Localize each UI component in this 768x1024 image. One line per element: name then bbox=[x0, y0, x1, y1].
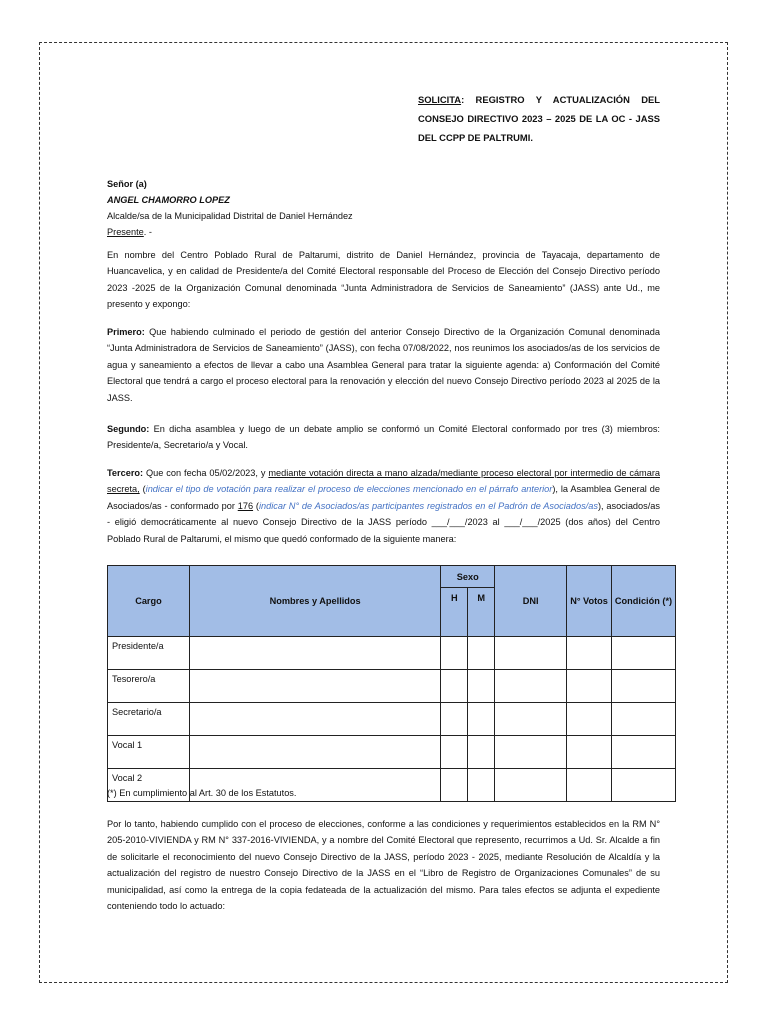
tercero-label: Tercero: bbox=[107, 468, 144, 478]
addressee-block bbox=[107, 176, 660, 240]
subject-label: SOLICITA bbox=[418, 94, 462, 105]
closing-paragraph: Por lo tanto, habiendo cumplido con el proceso de elecciones, conforme a las condiciones y requerimientos establecidos en la RM N° 205-2010-VIVIENDA y RM N° 337-2016-VIVIENDA, y a nombre del Comité Electoral que represento, recurrimos a Ud. Sr. Alcalde a fin de solicitarle el reconocimiento del nuevo Consejo Directivo de la JASS, período 2023 - 2025, mediante Resolución de Alcaldía y la actualización del registro de nuestro Consejo Directivo de la JASS en el “Libro de Registro de Organizaciones Comunales” de su municipalidad, así como la entrega de la copia fedateada de la actualización del mismo. Para tales efectos se adjunta el expediente conteniendo todo lo actuado: bbox=[107, 819, 660, 912]
segundo-label: Segundo: bbox=[107, 424, 150, 434]
cargo-cell: Presidente/a bbox=[108, 637, 190, 670]
primero-paragraph bbox=[107, 324, 660, 406]
tercero-text-4: ( bbox=[253, 500, 259, 511]
table-row bbox=[108, 703, 676, 736]
header-sexo: Sexo bbox=[441, 566, 495, 588]
header-h: H bbox=[441, 588, 468, 637]
table-row bbox=[108, 637, 676, 670]
segundo-text: En dicha asamblea y luego de un debate amplio se conformó un Comité Electoral conformado por tres (3) miembros: Presidente/a, Secretario/a y Vocal. bbox=[107, 424, 660, 451]
addressee-name: ANGEL CHAMORRO LOPEZ bbox=[107, 195, 230, 205]
primero-label: Primero: bbox=[107, 327, 145, 337]
cargo-cell: Tesorero/a bbox=[108, 670, 190, 703]
subject-text: : REGISTRO Y ACTUALIZACIÓN DEL CONSEJO DIRECTIVO 2023 – 2025 DE LA OC - JASS DEL CCPP DE PALTRUMI. bbox=[418, 94, 660, 143]
tercero-text-5: ), asociados/as - eligió democráticamente al nuevo Consejo Directivo de la JASS período ___/___/2023 al ___/___/2025 (dos años) del Centro Poblado Rural de Paltarumi, el mismo que quedó conformado de la siguiente manera: bbox=[107, 500, 660, 544]
presente-suffix: . - bbox=[143, 227, 152, 237]
voting-method: mediante votación directa a mano alzada/mediante proceso electoral por intermedio de cámara secreta, bbox=[107, 468, 660, 495]
subject-block bbox=[418, 90, 660, 147]
tercero-text-1: Que con fecha 05/02/2023, y bbox=[143, 468, 269, 478]
note-associates: indicar N° de Asociados/as participantes registrados en el Padrón de Asociados/as bbox=[258, 500, 598, 511]
intro-paragraph: En nombre del Centro Poblado Rural de Paltarumi, distrito de Daniel Hernández, provincia de Tayacaja, departamento de Huancavelica, y en calidad de Presidente/a del Comité Electoral responsable del Proceso de Elección del Consejo Directivo período 2023 -2025 de la Organización Comunal denominada “Junta Administradora de Servicios de Saneamiento” (JASS) ante Ud., me presento y expongo: bbox=[107, 250, 660, 310]
header-condicion: Condición (*) bbox=[612, 566, 676, 637]
header-nombres: Nombres y Apellidos bbox=[189, 566, 440, 637]
directive-table bbox=[107, 565, 676, 802]
cargo-cell: Secretario/a bbox=[108, 703, 190, 736]
tercero-paragraph bbox=[107, 465, 660, 547]
presente: Presente bbox=[107, 227, 144, 237]
footnote: (*) En cumplimiento al Art. 30 de los Estatutos. bbox=[107, 788, 297, 798]
header-dni: DNI bbox=[495, 566, 567, 637]
associates-count: 176 bbox=[237, 500, 254, 511]
tercero-text-3: ), la Asamblea General de Asociados/as - conformado por bbox=[107, 484, 660, 511]
table-row bbox=[108, 670, 676, 703]
cargo-cell: Vocal 2 bbox=[108, 769, 190, 802]
addressee-title: Alcalde/sa de la Municipalidad Distrital de Daniel Hernández bbox=[107, 211, 353, 221]
primero-text: Que habiendo culminado el periodo de gestión del anterior Consejo Directivo de la Organización Comunal denominada “Junta Administradora de Servicios de Saneamiento” (JASS), con fecha 07/08/2022, nos reunimos los asociados/as de los servicios de agua y saneamiento a efectos de llevar a cabo una Asamblea General para tratar la siguiente agenda: a) Conformación del Comité Electoral que tendrá a cargo el proceso electoral para la renovación y elección del nuevo Consejo Directivo período 2023 al 2025 de la JASS. bbox=[107, 327, 660, 403]
segundo-paragraph bbox=[107, 421, 660, 454]
note-voting-type: indicar el tipo de votación para realizar el proceso de elecciones mencionado en el párrafo anterior bbox=[145, 484, 553, 495]
cargo-cell: Vocal 1 bbox=[108, 736, 190, 769]
salutation: Señor (a) bbox=[107, 179, 147, 189]
table-row bbox=[108, 736, 676, 769]
header-cargo: Cargo bbox=[108, 566, 190, 637]
header-votos: N° Votos bbox=[567, 566, 612, 637]
tercero-text-2: ( bbox=[139, 484, 146, 495]
header-m: M bbox=[468, 588, 495, 637]
